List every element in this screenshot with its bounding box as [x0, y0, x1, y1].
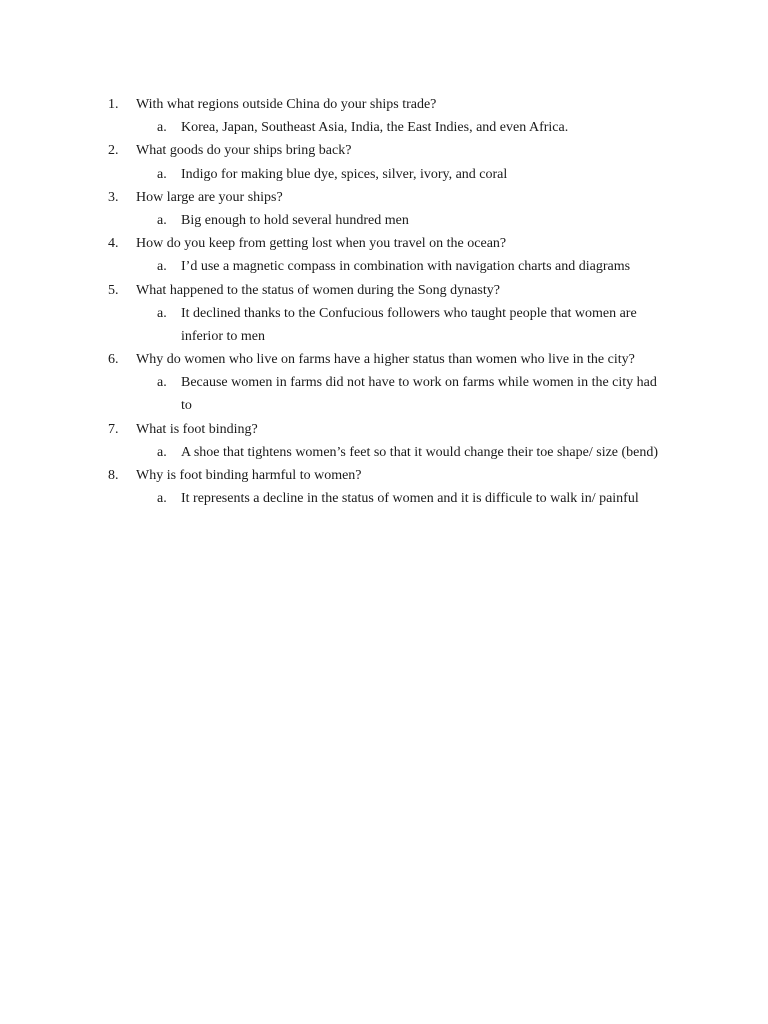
question-row	[0, 232, 768, 255]
answer-text: It represents a decline in the status of women and it is difficule to walk in/ painful	[181, 491, 639, 507]
question-row	[0, 418, 768, 441]
question-row	[0, 348, 768, 371]
question-text: What is foot binding?	[136, 421, 258, 437]
answer-letter: a.	[157, 491, 167, 507]
question-number: 2.	[108, 143, 119, 159]
answer-text: Indigo for making blue dye, spices, silver, ivory, and coral	[181, 166, 508, 182]
answer-letter: a.	[157, 444, 167, 460]
list-item	[0, 418, 768, 464]
answer-row	[0, 116, 768, 139]
answer-text: I’d use a magnetic compass in combination with navigation charts and diagrams	[181, 259, 631, 275]
answer-text: It declined thanks to the Confucious followers who taught people that women are inferior to men	[181, 305, 637, 344]
question-number: 4.	[108, 236, 119, 252]
answer-text: A shoe that tightens women’s feet so that it would change their toe shape/ size (bend)	[181, 444, 659, 460]
answer-letter: a.	[157, 305, 167, 321]
list-item	[0, 348, 768, 418]
answer-row	[0, 371, 768, 417]
answer-text: Because women in farms did not have to work on farms while women in the city had to	[181, 375, 657, 414]
answer-letter: a.	[157, 166, 167, 182]
question-list	[0, 93, 768, 510]
answer-row	[0, 302, 768, 348]
answer-row	[0, 487, 768, 510]
answer-row	[0, 441, 768, 464]
list-item	[0, 93, 768, 139]
question-text: With what regions outside China do your ships trade?	[136, 97, 437, 112]
question-row	[0, 464, 768, 487]
question-row	[0, 139, 768, 162]
question-number: 5.	[108, 282, 119, 298]
list-item	[0, 279, 768, 349]
question-number: 7.	[108, 421, 119, 437]
question-text: Why is foot binding harmful to women?	[136, 468, 362, 484]
answer-row	[0, 163, 768, 186]
question-text: How do you keep from getting lost when you travel on the ocean?	[136, 236, 507, 252]
question-row	[0, 186, 768, 209]
list-item	[0, 186, 768, 232]
question-text: How large are your ships?	[136, 189, 283, 205]
answer-text: Big enough to hold several hundred men	[181, 212, 409, 228]
question-number: 6.	[108, 352, 119, 368]
answer-letter: a.	[157, 259, 167, 275]
question-text: Why do women who live on farms have a higher status than women who live in the city?	[136, 352, 635, 368]
answer-letter: a.	[157, 212, 167, 228]
question-row	[0, 279, 768, 302]
question-row	[0, 93, 768, 116]
question-text: What happened to the status of women during the Song dynasty?	[136, 282, 500, 298]
answer-text: Korea, Japan, Southeast Asia, India, the East Indies, and even Africa.	[181, 120, 569, 136]
answer-letter: a.	[157, 375, 167, 391]
answer-letter: a.	[157, 120, 167, 136]
answer-row	[0, 255, 768, 278]
list-item	[0, 232, 768, 278]
question-number: 3.	[108, 189, 119, 205]
list-item	[0, 464, 768, 510]
question-number: 8.	[108, 468, 119, 484]
question-text: What goods do your ships bring back?	[136, 143, 352, 159]
question-number: 1.	[108, 97, 119, 112]
answer-row	[0, 209, 768, 232]
list-item	[0, 139, 768, 185]
